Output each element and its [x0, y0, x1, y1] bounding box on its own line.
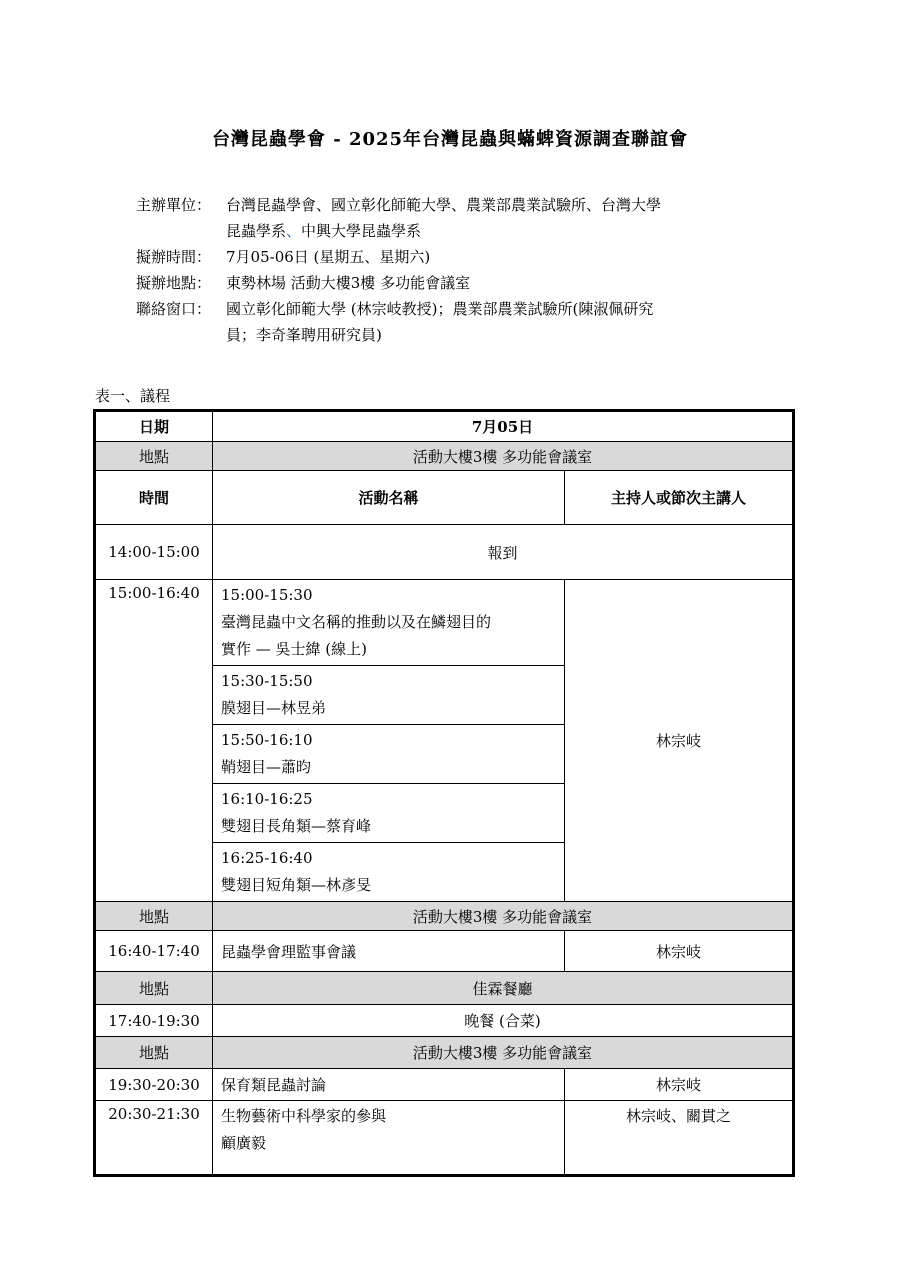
meeting-activity: 昆蟲學會理監事會議 — [213, 931, 565, 972]
place-value-2: 活動大樓3樓 多功能會議室 — [213, 902, 794, 931]
place-row-2 — [95, 902, 794, 931]
talk-time: 15:30-15:50 — [221, 672, 313, 690]
dinner-activity: 晚餐 (合菜) — [213, 1005, 794, 1037]
talk-cell — [213, 843, 565, 902]
talk-title: 雙翅目長角類—蔡育峰 — [221, 817, 372, 835]
dinner-time: 17:40-19:30 — [95, 1005, 213, 1037]
discussion-activity: 保育類昆蟲討論 — [213, 1069, 565, 1101]
place-label: 擬辦地點： — [136, 274, 212, 292]
organizer-line-1: 台灣昆蟲學會、國立彰化師範大學、農業部農業試驗所、台灣大學 — [226, 196, 662, 214]
dinner-row — [95, 1005, 794, 1037]
discussion-host: 林宗岐 — [565, 1069, 794, 1101]
talk-time: 15:50-16:10 — [221, 731, 313, 749]
time-row — [136, 244, 756, 270]
talk-title: 實作 — 吳士緯 (線上) — [221, 640, 368, 658]
talk-title: 膜翅目—林昱弟 — [221, 699, 327, 717]
discussion-row — [95, 1069, 794, 1101]
place-label-2: 地點 — [95, 902, 213, 931]
meeting-host: 林宗岐 — [565, 931, 794, 972]
checkin-row — [95, 525, 794, 580]
time-value: 7月05-06日 (星期五、星期六) — [226, 248, 431, 266]
place-value-4: 活動大樓3樓 多功能會議室 — [213, 1037, 794, 1069]
event-info — [136, 192, 756, 348]
agenda-table — [93, 409, 795, 1177]
time-label: 擬辦時間： — [136, 248, 212, 266]
talk-title: 臺灣昆蟲中文名稱的推動以及在鱗翅目的 — [221, 613, 492, 631]
contact-label: 聯絡窗口： — [136, 300, 212, 318]
bioart-title: 生物藝術中科學家的參與 — [221, 1107, 387, 1125]
talk-cell — [213, 666, 565, 725]
date-value: 7月05日 — [213, 411, 794, 442]
header-host: 主持人或節次主講人 — [565, 471, 794, 525]
table-row — [95, 580, 794, 666]
date-label: 日期 — [95, 411, 213, 442]
header-row — [95, 471, 794, 525]
talk-time: 16:10-16:25 — [221, 790, 313, 808]
table-caption: 表一、議程 — [95, 387, 171, 405]
talk-title: 鞘翅目—蕭昀 — [221, 758, 312, 776]
organizer-row — [136, 192, 756, 244]
checkin-time: 14:00-15:00 — [95, 525, 213, 580]
place-row — [136, 270, 756, 296]
place-label-1: 地點 — [95, 442, 213, 471]
bioart-activity — [213, 1101, 565, 1176]
bioart-time: 20:30-21:30 — [95, 1101, 213, 1176]
place-label-4: 地點 — [95, 1037, 213, 1069]
date-row — [95, 411, 794, 442]
bioart-row — [95, 1101, 794, 1176]
talk-time: 15:00-15:30 — [221, 586, 313, 604]
session-host: 林宗岐 — [565, 580, 794, 902]
talk-time: 16:25-16:40 — [221, 849, 313, 867]
place-row-3 — [95, 972, 794, 1005]
checkin-activity: 報到 — [213, 525, 794, 580]
talk-cell — [213, 725, 565, 784]
session-time: 15:00-16:40 — [95, 580, 213, 902]
contact-line-1: 國立彰化師範大學 (林宗岐教授)；農業部農業試驗所(陳淑佩研究 — [226, 300, 654, 318]
meeting-row — [95, 931, 794, 972]
bioart-host: 林宗岐、關貫之 — [565, 1101, 794, 1176]
place-value-3: 佳霖餐廳 — [213, 972, 794, 1005]
contact-row — [136, 296, 756, 348]
header-time: 時間 — [95, 471, 213, 525]
talk-title: 雙翅目短角類—林彥旻 — [221, 876, 372, 894]
talk-cell — [213, 580, 565, 666]
contact-line-2: 員；李奇峯聘用研究員) — [226, 326, 382, 344]
bioart-speaker: 顧廣毅 — [221, 1134, 267, 1152]
document-title: 台灣昆蟲學會 - 2025年台灣昆蟲與蟎蜱資源調查聯誼會 — [211, 129, 689, 150]
talk-cell — [213, 784, 565, 843]
discussion-time: 19:30-20:30 — [95, 1069, 213, 1101]
place-row-4 — [95, 1037, 794, 1069]
meeting-time: 16:40-17:40 — [95, 931, 213, 972]
organizer-label: 主辦單位： — [136, 196, 212, 214]
organizer-line-2: 昆蟲學系、中興大學昆蟲學系 — [226, 222, 422, 240]
place-label-3: 地點 — [95, 972, 213, 1005]
place-row-1 — [95, 442, 794, 471]
place-value-1: 活動大樓3樓 多功能會議室 — [213, 442, 794, 471]
place-value: 東勢林場 活動大樓3樓 多功能會議室 — [226, 274, 471, 292]
header-activity: 活動名稱 — [213, 471, 565, 525]
